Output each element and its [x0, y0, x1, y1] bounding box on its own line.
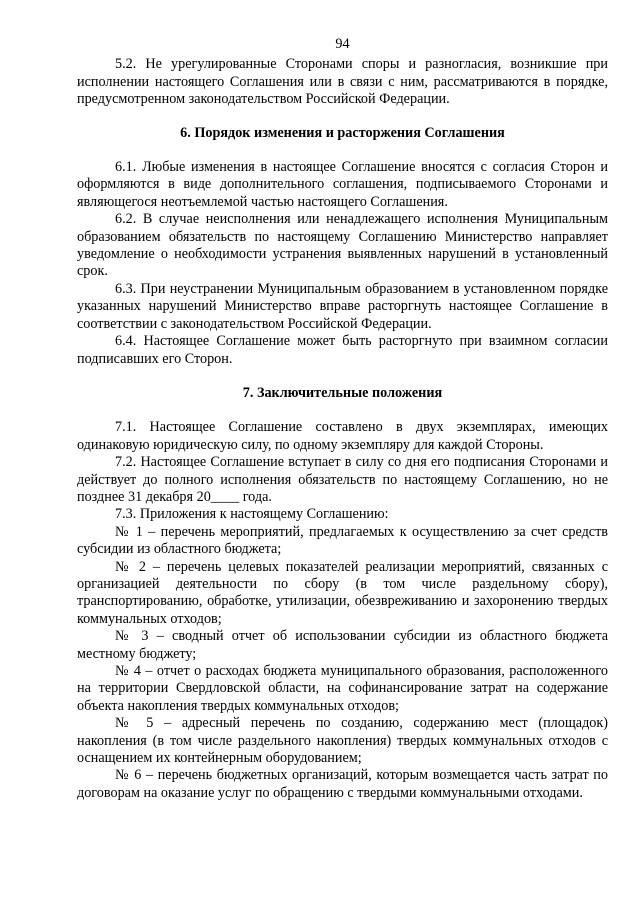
appendix-6: № 6 – перечень бюджетных организаций, которым возмещается часть затрат по договорам на оказание услуг по обращению с твердыми коммунальными отходами. — [77, 767, 608, 801]
paragraph-5-2: 5.2. Не урегулированные Сторонами споры и разногласия, возникшие при исполнении настоящего Соглашения или в связи с ним, рассматриваются в порядке, предусмотренном законодательством Российской Федерации. — [77, 56, 608, 108]
appendix-1: № 1 – перечень мероприятий, предлагаемых к осуществлению за счет средств субсидии из областного бюджета; — [77, 523, 608, 558]
appendix-4: № 4 – отчет о расходах бюджета муниципального образования, расположенного на территории Свердловской области, на софинансирование затрат на содержание объекта накопления твердых коммунальных отходов; — [77, 663, 608, 714]
page-number: 94 — [335, 36, 350, 52]
paragraph-7-2: 7.2. Настоящее Соглашение вступает в силу со дня его подписания Сторонами и действует до полного исполнения обязательств по настоящему Соглашению, но не позднее 31 декабря 20____ года. — [77, 454, 608, 505]
section-6-title: 6. Порядок изменения и расторжения Соглашения — [180, 124, 505, 141]
appendix-2: № 2 – перечень целевых показателей реализации мероприятий, связанных с организацией деятельности по сбору (в том числе раздельному сбору), транспортированию, обработке, утилизации, обезвреживанию и захоронению твердых коммунальных отходов; — [77, 558, 608, 627]
appendix-3: № 3 – сводный отчет об использовании субсидии из областного бюджета местному бюджету; — [77, 628, 608, 662]
paragraph-6-1: 6.1. Любые изменения в настоящее Соглашение вносятся с согласия Сторон и оформляются в виде дополнительного соглашения, подписываемого Сторонами и являющегося неотъемлемой частью настоящего Соглашения. — [77, 159, 608, 210]
paragraph-6-2: 6.2. В случае неисполнения или ненадлежащего исполнения Муниципальным образованием обязательств по настоящему Соглашению Министерство направляет уведомление о необходимости устранения выявленных нарушений в установленный срок. — [77, 211, 608, 280]
section-7-title: 7. Заключительные положения — [242, 384, 443, 401]
appendix-5: № 5 – адресный перечень по созданию, содержанию мест (площадок) накопления (в том числе раздельного накопления) твердых коммунальных отходов с оснащением их контейнерным оборудованием; — [77, 715, 608, 767]
document-page — [77, 36, 608, 802]
paragraph-6-3: 6.3. При неустранении Муниципальным образованием в установленном порядке указанных нарушений Министерство вправе расторгнуть настоящее Соглашение в соответствии с законодательством Российской Федерации. — [77, 280, 608, 332]
paragraph-7-3: 7.3. Приложения к настоящему Соглашению: — [115, 506, 389, 523]
paragraph-7-1: 7.1. Настоящее Соглашение составлено в двух экземплярах, имеющих одинаковую юридическую силу, по одному экземпляру для каждой Стороны. — [77, 419, 608, 453]
paragraph-6-4: 6.4. Настоящее Соглашение может быть расторгнуто при взаимном согласии подписавших его Сторон. — [77, 333, 608, 367]
